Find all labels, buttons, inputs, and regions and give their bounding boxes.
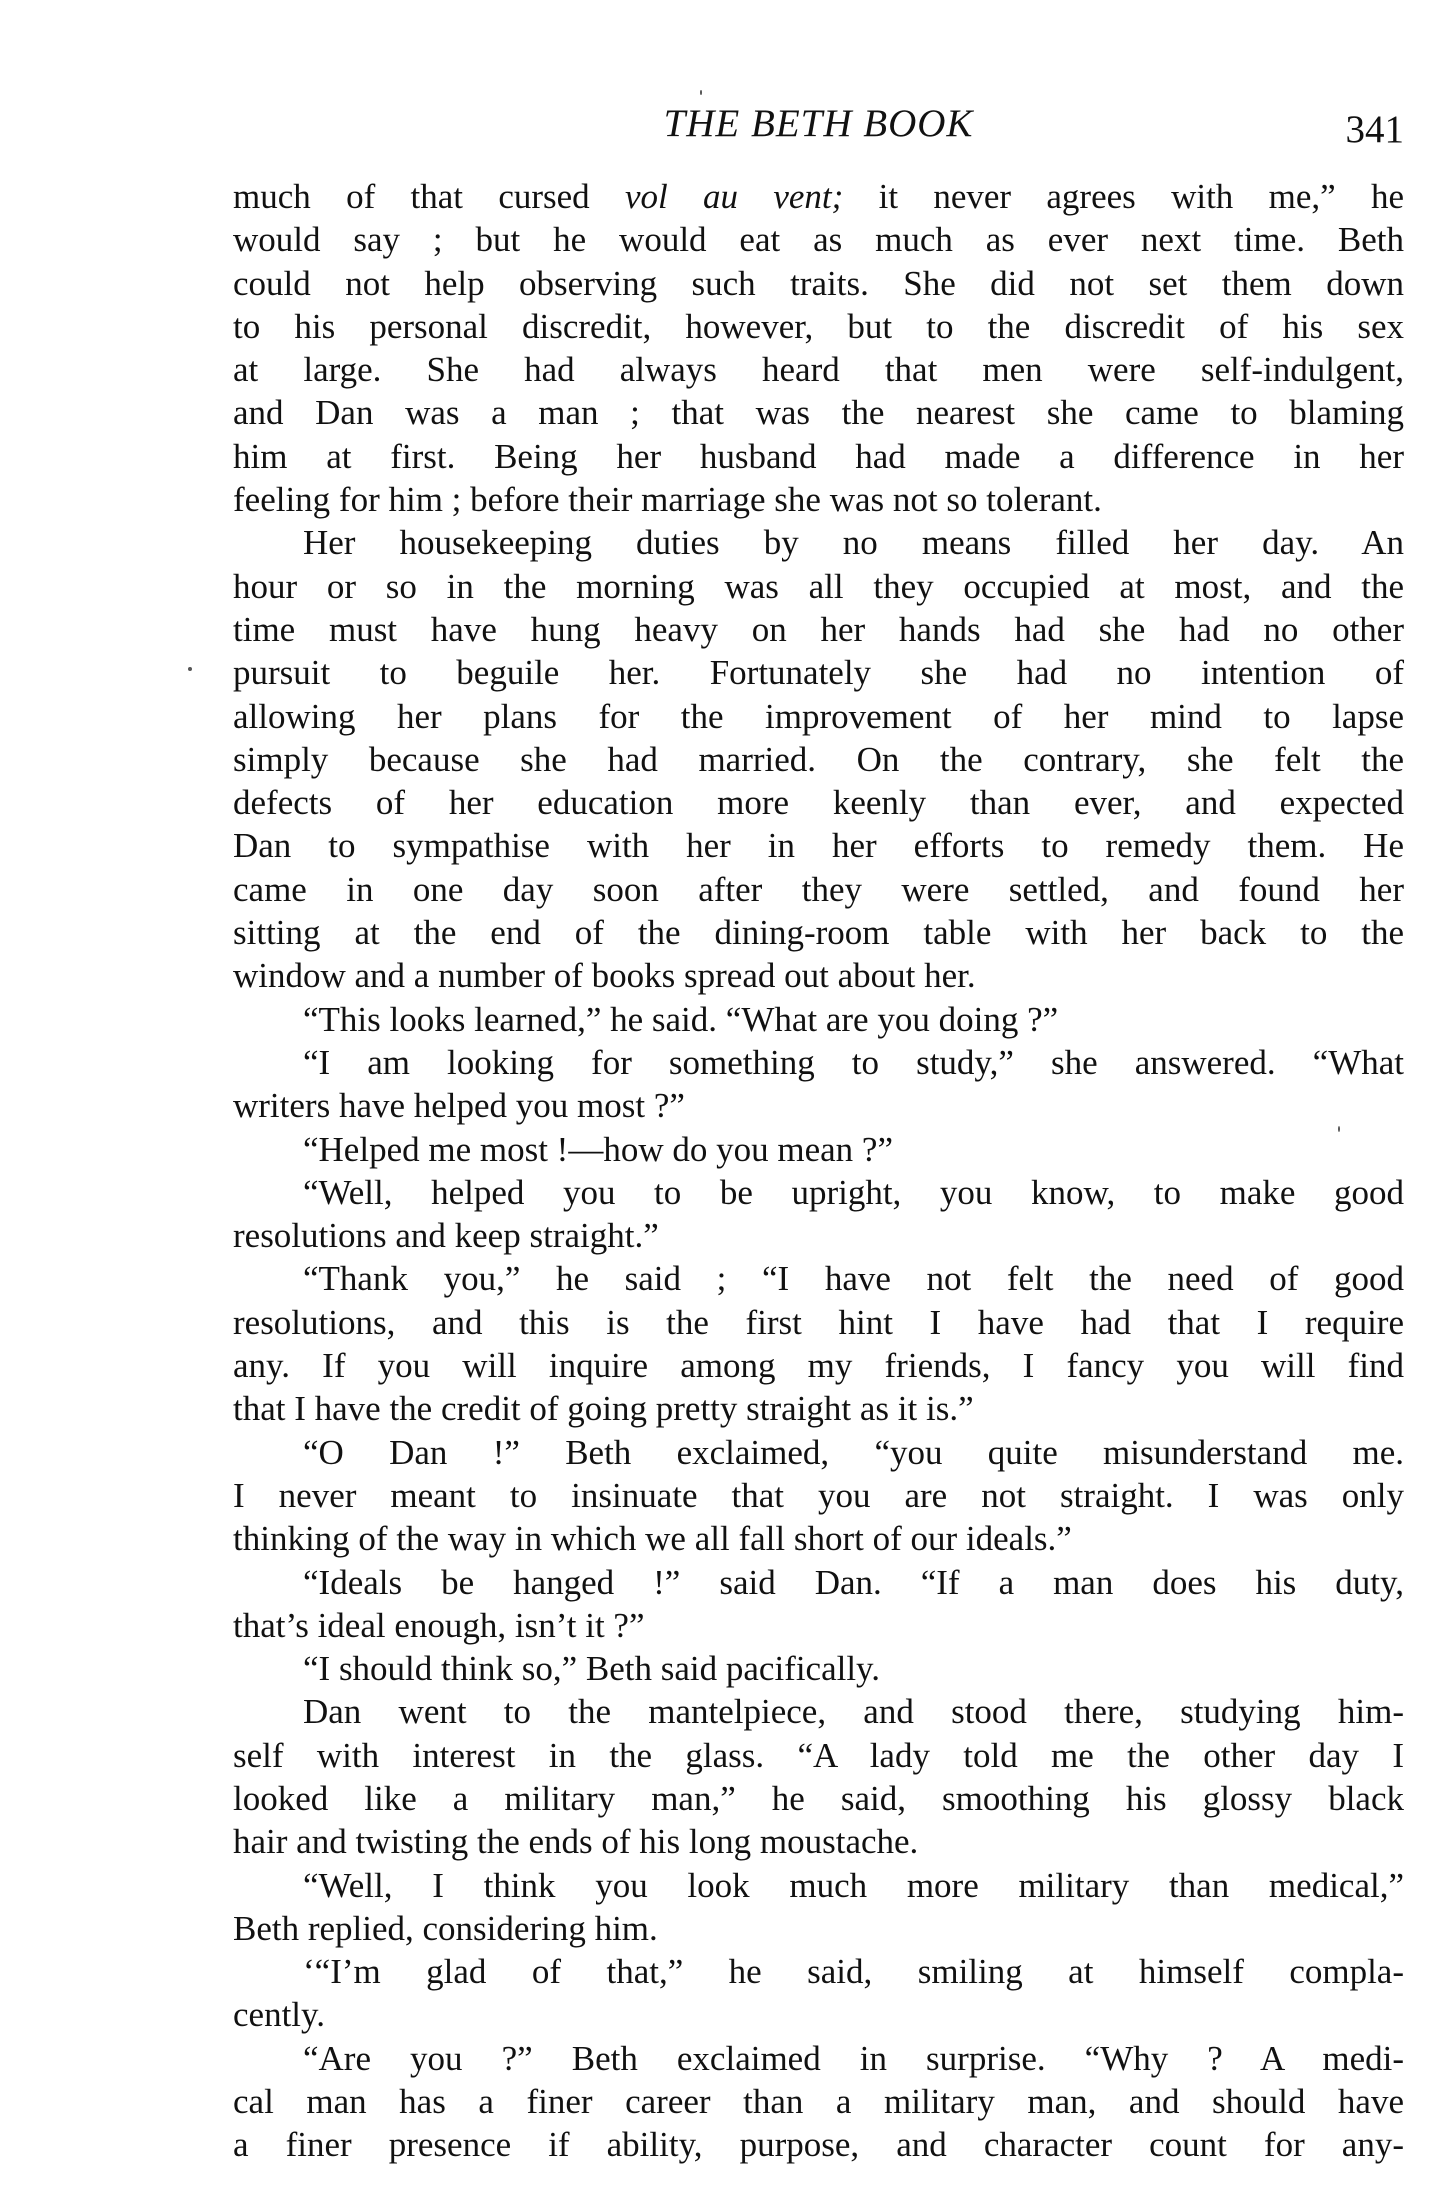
text-line: Dan to sympathise with her in her efforts to remedy them. He (233, 826, 1404, 866)
text-line: time must have hung heavy on her hands had she had no other (233, 609, 1404, 649)
text-line: “Thank you,” he said ; “I have not felt the need of good (303, 1259, 1404, 1299)
text-line: Her housekeeping duties by no means filled her day. An (303, 523, 1404, 563)
text-line: looked like a military man,” he said, smoothing his glossy black (233, 1778, 1404, 1818)
text-line: could not help observing such traits. She did not set them down (233, 263, 1404, 303)
text-line: allowing her plans for the improvement of her mind to lapse (233, 696, 1404, 736)
text-line: cal man has a finer career than a military man, and should have (233, 2082, 1404, 2122)
text-line: much of that cursed vol au vent; it never agrees with me,” he (233, 177, 1404, 216)
text-line: “Ideals be hanged !” said Dan. “If a man does his duty, (303, 1562, 1404, 1602)
text-line: defects of her education more keenly than ever, and expected (233, 783, 1404, 823)
text-line: “Helped me most !—how do you mean ?” (303, 1129, 893, 1169)
scan-speck (700, 90, 702, 95)
text-line: self with interest in the glass. “A lady told me the other day I (233, 1735, 1404, 1775)
text-line: ‘“I’m glad of that,” he said, smiling at himself compla- (303, 1952, 1404, 1992)
text-line: that’s ideal enough, isn’t it ?” (233, 1605, 645, 1645)
text-line: window and a number of books spread out about her. (233, 956, 976, 996)
text-line: hair and twisting the ends of his long moustache. (233, 1822, 919, 1862)
page-number: 341 (1345, 108, 1404, 151)
text-line: “Well, I think you look much more military than medical,” (303, 1865, 1404, 1905)
scan-speck (1338, 1126, 1340, 1132)
text-line: “Are you ?” Beth exclaimed in surprise. “Why ? A medi- (303, 2038, 1404, 2078)
text-line: came in one day soon after they were settled, and found her (233, 869, 1404, 909)
scan-speck (188, 667, 192, 671)
text-line: at large. She had always heard that men were self-indulgent, (233, 350, 1404, 390)
text-line: and Dan was a man ; that was the nearest she came to blaming (233, 393, 1404, 433)
text-line: cently. (233, 1995, 325, 2035)
text-line: to his personal discredit, however, but to the discredit of his sex (233, 306, 1404, 346)
text-line: “I should think so,” Beth said pacifically. (303, 1649, 881, 1689)
text-line: resolutions and keep straight.” (233, 1216, 659, 1256)
page-header (233, 98, 1404, 150)
text-line: a finer presence if ability, purpose, and character count for any- (233, 2125, 1404, 2165)
text-line: “Well, helped you to be upright, you know, to make good (303, 1172, 1404, 1212)
text-line: I never meant to insinuate that you are not straight. I was only (233, 1475, 1404, 1515)
text-line: “This looks learned,” he said. “What are you doing ?” (303, 999, 1059, 1039)
text-line: any. If you will inquire among my friends, I fancy you will find (233, 1346, 1404, 1386)
text-line: resolutions, and this is the first hint I have had that I require (233, 1302, 1404, 1342)
text-line: hour or so in the morning was all they occupied at most, and the (233, 566, 1404, 606)
text-line: “I am looking for something to study,” she answered. “What (303, 1042, 1404, 1082)
text-line: sitting at the end of the dining-room table with her back to the (233, 913, 1404, 953)
text-line: thinking of the way in which we all fall short of our ideals.” (233, 1519, 1072, 1559)
text-line: him at first. Being her husband had made a difference in her (233, 436, 1404, 476)
text-line: simply because she had married. On the contrary, she felt the (233, 739, 1404, 779)
text-line: “O Dan !” Beth exclaimed, “you quite misunderstand me. (303, 1432, 1404, 1472)
text-line: writers have helped you most ?” (233, 1086, 685, 1126)
text-line: would say ; but he would eat as much as ever next time. Beth (233, 220, 1404, 260)
text-line: Dan went to the mantelpiece, and stood there, studying him- (303, 1692, 1404, 1732)
body-text (233, 175, 1404, 2167)
text-line: pursuit to beguile her. Fortunately she had no intention of (233, 653, 1404, 693)
text-line: that I have the credit of going pretty straight as it is.” (233, 1389, 974, 1429)
text-line: Beth replied, considering him. (233, 1908, 658, 1948)
running-title: THE BETH BOOK (663, 102, 974, 145)
text-line: feeling for him ; before their marriage she was not so tolerant. (233, 480, 1102, 520)
